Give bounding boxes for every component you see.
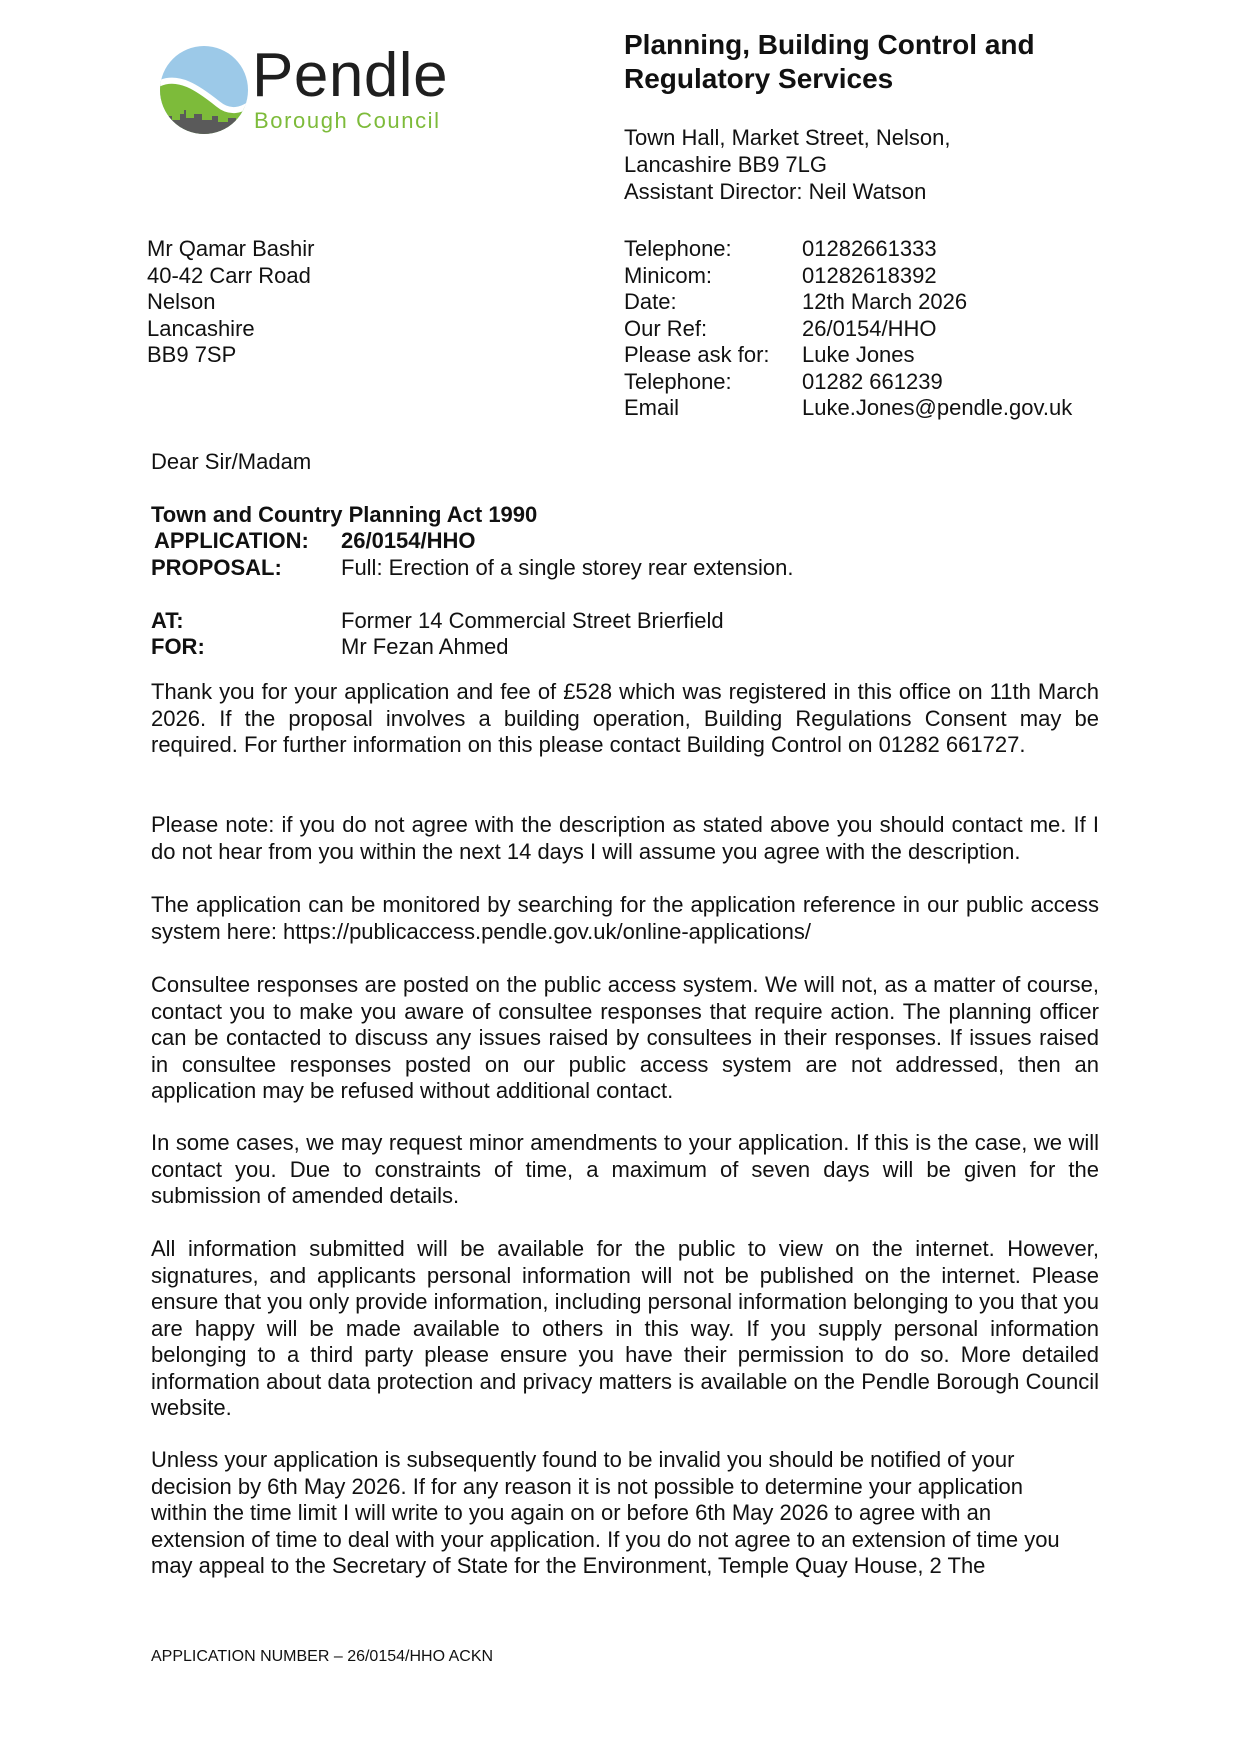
department-heading [624, 28, 1035, 96]
contact-row [624, 263, 1072, 290]
application-details [151, 528, 793, 661]
contact-label: Telephone: [624, 236, 732, 261]
at-label: AT: [151, 607, 184, 633]
paragraph-information: All information submitted will be available for the public to view on the internet. However, signatures, and applicants personal information will not be published on the internet. Please ensure that you only provide information, including personal information belonging to you that you are happy will be made available to others in this way. If you supply personal information belonging to a third party please ensure you have their permission to do so. More detailed information about data protection and privacy matters is available on the Pendle Borough Council website. [151, 1236, 1099, 1420]
recipient-county: Lancashire [147, 315, 255, 341]
contact-label: Please ask for: [624, 342, 770, 367]
contact-row [624, 342, 1072, 369]
contact-value: 01282661333 [802, 236, 937, 261]
contact-value: 26/0154/HHO [802, 315, 937, 341]
recipient-town: Nelson [147, 289, 216, 314]
application-number: 26/0154/HHO [341, 528, 476, 553]
contact-email[interactable]: Luke.Jones@pendle.gov.uk [802, 395, 1073, 420]
contact-value: 01282618392 [802, 262, 937, 288]
salutation: Dear Sir/Madam [151, 449, 312, 474]
assistant-director: Assistant Director: Neil Watson [624, 179, 927, 204]
paragraph-amendments: In some cases, we may request minor amendments to your application. If this is the case, we will contact you. Due to constraints of time, a maximum of seven days will be given for the submission of amended details. [151, 1130, 1099, 1208]
contact-label: Email [624, 395, 680, 420]
contact-row [624, 395, 1072, 422]
contact-details [624, 236, 1072, 422]
logo-emblem-icon [158, 44, 250, 136]
at-value: Former 14 Commercial Street Brierfield [341, 607, 724, 633]
paragraph-public-access: The application can be monitored by searching for the application reference in our public access system here: https://publicaccess.pendle.gov.uk/online-applications/ [151, 892, 1099, 944]
recipient-postcode: BB9 7SP [147, 342, 237, 367]
application-row [151, 528, 793, 555]
contact-label: Date: [624, 289, 677, 314]
contact-value: Luke Jones [802, 342, 915, 367]
footer-application-number: APPLICATION NUMBER – 26/0154/HHO ACKN [151, 1648, 494, 1665]
for-row [151, 634, 793, 661]
department-title-line-1: Planning, Building Control and [624, 29, 1035, 60]
proposal-value: Full: Erection of a single storey rear extension. [341, 554, 794, 580]
paragraph-consultee: Consultee responses are posted on the public access system. We will not, as a matter of course, contact you to make you aware of consultee responses that require action. The planning officer can be contacted to discuss any issues raised by consultees in their responses. If issues raised in consultee responses posted on our public access system are not addressed, then an application may be refused without additional contact. [151, 972, 1099, 1103]
at-row [151, 608, 793, 635]
council-logo [158, 41, 458, 139]
contact-row [624, 316, 1072, 343]
act-heading: Town and Country Planning Act 1990 [151, 502, 538, 527]
office-address [624, 124, 950, 205]
logo-subtitle: Borough Council [254, 108, 441, 133]
contact-label: Minicom: [624, 262, 713, 288]
recipient-street: 40-42 Carr Road [147, 262, 311, 288]
contact-row [624, 236, 1072, 263]
logo-wordmark: Pendle [252, 41, 449, 110]
contact-label: Telephone: [624, 368, 732, 394]
recipient-address [147, 236, 314, 369]
for-value: Mr Fezan Ahmed [341, 634, 509, 659]
application-label: APPLICATION: [154, 528, 309, 553]
paragraph-description-note: Please note: if you do not agree with the description as stated above you should contact me. If I do not hear from you within the next 14 days I will assume you agree with the description. [151, 812, 1099, 864]
office-address-line-2: Lancashire BB9 7LG [624, 152, 828, 177]
contact-row [624, 289, 1072, 316]
department-title-line-2: Regulatory Services [624, 63, 894, 94]
proposal-label: PROPOSAL: [151, 554, 282, 580]
recipient-name: Mr Qamar Bashir [147, 236, 315, 261]
office-address-line-1: Town Hall, Market Street, Nelson, [624, 125, 951, 150]
contact-row [624, 369, 1072, 396]
contact-value: 01282 661239 [802, 368, 943, 394]
for-label: FOR: [151, 634, 205, 659]
paragraph-decision: Unless your application is subsequently found to be invalid you should be notified of your decision by 6th May 2026. If for any reason it is not possible to determine your application within the time limit I will write to you again on or before 6th May 2026 to agree with an extension of time to deal with your application. If you do not agree to an extension of time you may appeal to the Secretary of State for the Environment, Temple Quay House, 2 The [151, 1447, 1060, 1578]
contact-label: Our Ref: [624, 315, 708, 341]
contact-value: 12th March 2026 [802, 289, 968, 314]
proposal-row [151, 555, 793, 582]
paragraph-fee: Thank you for your application and fee of £528 which was registered in this office on 11th March 2026. If the proposal involves a building operation, Building Regulations Consent may be required. For further information on this please contact Building Control on 01282 661727. [151, 679, 1099, 757]
